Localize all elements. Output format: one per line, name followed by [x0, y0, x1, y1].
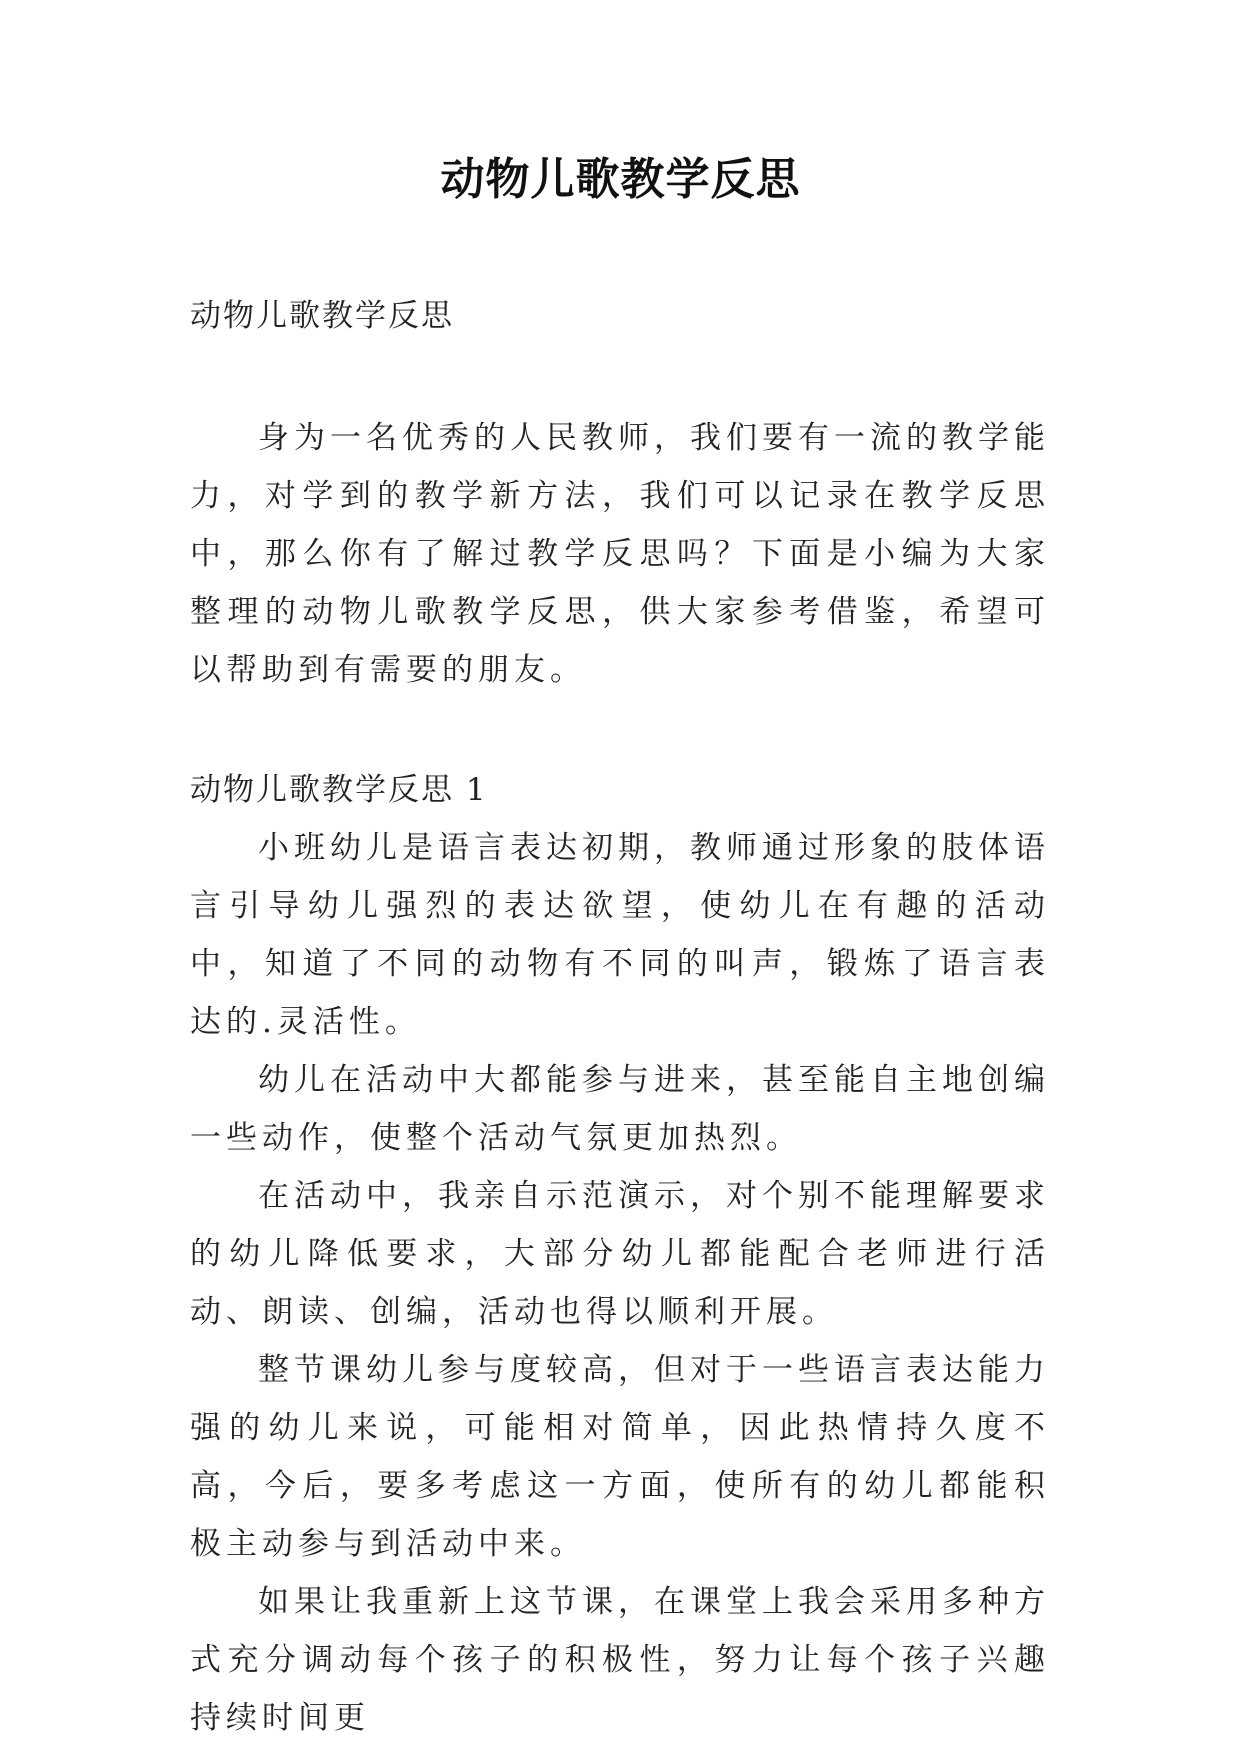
- body-paragraph-4: 整节课幼儿参与度较高，但对于一些语言表达能力强的幼儿来说，可能相对简单，因此热情持久度不高，今后，要多考虑这一方面，使所有的幼儿都能积极主动参与到活动中来。: [190, 1352, 1050, 1562]
- document-title: 动物儿歌教学反思: [440, 154, 801, 205]
- body-paragraph-1: 小班幼儿是语言表达初期，教师通过形象的肢体语言引导幼儿强烈的表达欲望，使幼儿在有趣的活动中，知道了不同的动物有不同的叫声，锻炼了语言表达的.灵活性。: [190, 830, 1050, 1040]
- spacer: [190, 345, 1050, 409]
- body-paragraph-5: 如果让我重新上这节课，在课堂上我会采用多种方式充分调动每个孩子的积极性，努力让每个孩子兴趣持续时间更: [190, 1584, 1050, 1736]
- section-heading: 动物儿歌教学反思 1: [190, 772, 488, 808]
- body-paragraph-2: 幼儿在活动中大都能参与进来，甚至能自主地创编一些动作，使整个活动气氛更加热烈。: [190, 1062, 1050, 1156]
- body-paragraph-3: 在活动中，我亲自示范演示，对个别不能理解要求的幼儿降低要求，大部分幼儿都能配合老师进行活动、朗读、创编，活动也得以顺利开展。: [190, 1178, 1050, 1330]
- intro-paragraph: 身为一名优秀的人民教师，我们要有一流的教学能力，对学到的教学新方法，我们可以记录在教学反思中，那么你有了解过教学反思吗？下面是小编为大家整理的动物儿歌教学反思，供大家参考借鉴，希望可以帮助到有需要的朋友。: [190, 420, 1050, 688]
- document-subtitle: 动物儿歌教学反思: [190, 298, 454, 334]
- spacer: [190, 699, 1050, 761]
- document-body: [190, 287, 1050, 1747]
